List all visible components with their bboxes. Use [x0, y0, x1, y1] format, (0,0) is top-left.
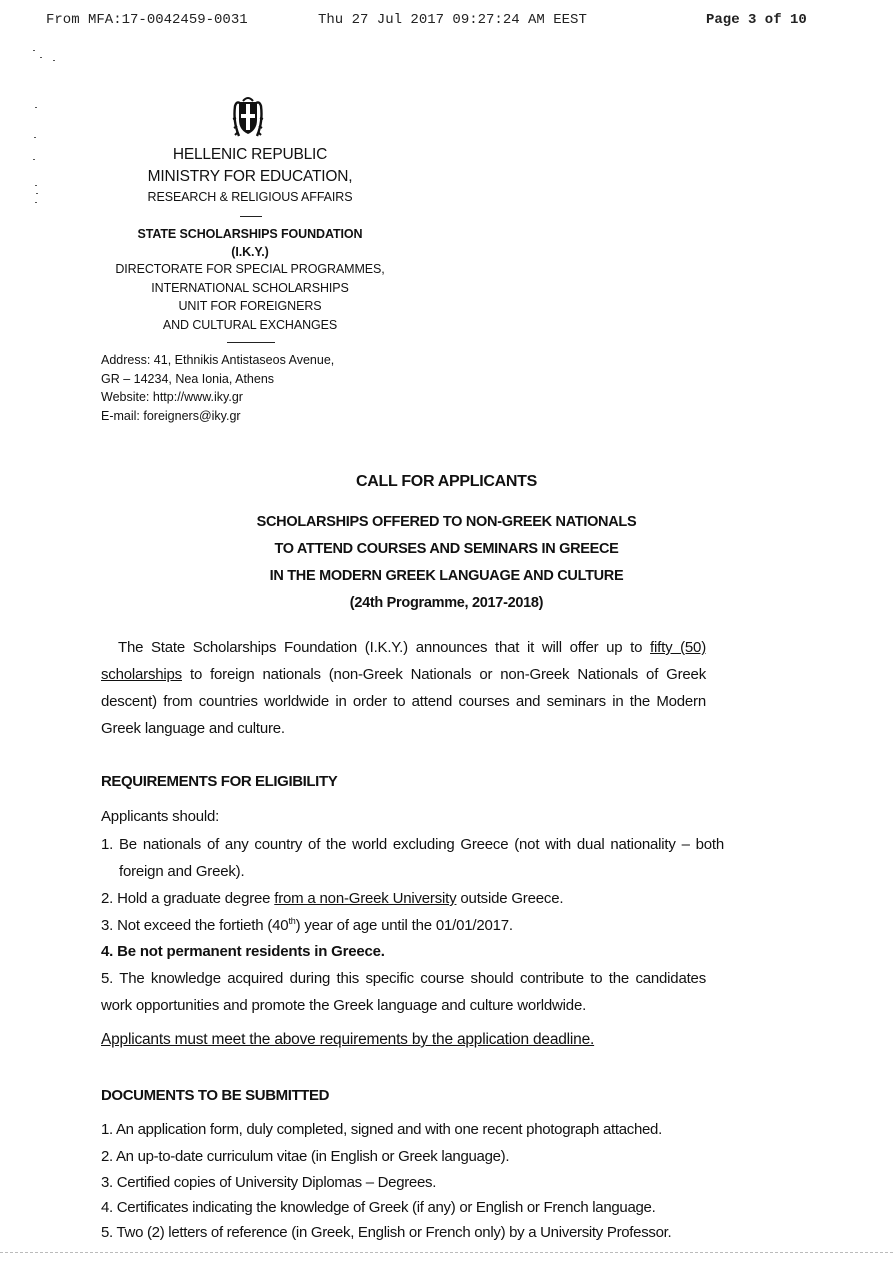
- divider: [227, 342, 275, 343]
- foundation-name: STATE SCHOLARSHIPS FOUNDATION: [137, 227, 363, 241]
- deadline-note: Applicants must meet the above requirements by the application deadline.: [101, 1031, 595, 1048]
- foundation-acronym: (I.K.Y.): [231, 245, 269, 259]
- requirement-item-1: 1. Be nationals of any country of the world excluding Greece (not with dual nationality – both foreign and Greek).: [101, 836, 724, 880]
- directorate-line1: DIRECTORATE FOR SPECIAL PROGRAMMES,: [115, 262, 385, 276]
- requirement-item-4: 4. Be not permanent residents in Greece.: [101, 943, 385, 960]
- address-line2: GR – 14234, Nea Ionia, Athens: [101, 372, 275, 386]
- requirements-heading: REQUIREMENTS FOR ELIGIBILITY: [101, 773, 338, 790]
- subtitle-line3: IN THE MODERN GREEK LANGUAGE AND CULTURE: [269, 568, 624, 584]
- directorate-line2: INTERNATIONAL SCHOLARSHIPS: [151, 281, 349, 295]
- requirements-list: [101, 808, 724, 1028]
- ministry-name-line2: RESEARCH & RELIGIOUS AFFAIRS: [147, 190, 353, 204]
- fax-page-number: Page 3 of 10: [706, 12, 807, 28]
- letterhead: [90, 0, 410, 360]
- fax-timestamp: Thu 27 Jul 2017 09:27:24 AM EEST: [318, 12, 587, 28]
- ordinal-suffix: th: [288, 916, 296, 926]
- country-name: HELLENIC REPUBLIC: [172, 146, 328, 163]
- subtitle-line4: (24th Programme, 2017-2018): [349, 595, 544, 611]
- requirement-item-3: [101, 916, 706, 934]
- requirement-item-2-end: outside Greece.: [456, 890, 564, 907]
- document-item: 1. An application form, duly completed, signed and with one recent photograph attached.: [101, 1121, 662, 1138]
- divider: [240, 216, 262, 217]
- subtitle-line1: SCHOLARSHIPS OFFERED TO NON-GREEK NATIONALS: [256, 514, 637, 530]
- intro-paragraph: [101, 634, 706, 742]
- requirements-lead: Applicants should:: [101, 808, 220, 825]
- intro-text-part2: to foreign nationals (non-Greek Nationals or non-Greek Nationals of Greek descent) from countries worldwide in order to attend courses and seminars in the Modern Greek language and culture.: [101, 666, 706, 737]
- requirement-item-5: 5. The knowledge acquired during this specific course should contribute to the candidates work opportunities and promote the Greek language and culture worldwide.: [101, 970, 706, 1014]
- subtitle-line2: TO ATTEND COURSES AND SEMINARS IN GREECE: [274, 541, 619, 557]
- email: E-mail: foreigners@iky.gr: [101, 409, 241, 423]
- document-item: 5. Two (2) letters of reference (in Greek, English or French only) by a University Professor.: [101, 1224, 672, 1241]
- requirement-item-2: [101, 890, 706, 907]
- requirement-item-2-emphasis: from a non-Greek University: [274, 890, 457, 907]
- document-item: 2. An up-to-date curriculum vitae (in English or Greek language).: [101, 1148, 510, 1165]
- fax-sender: From MFA:17-0042459-0031: [46, 12, 248, 28]
- requirement-item-2-text: 2. Hold a graduate degree: [101, 890, 275, 907]
- requirement-item-3-end: ) year of age until the 01/01/2017.: [295, 917, 513, 934]
- document-item: 3. Certified copies of University Diplomas – Degrees.: [101, 1174, 437, 1191]
- address-line1: Address: 41, Ethnikis Antistaseos Avenue,: [101, 353, 335, 367]
- scholarship-count: fifty (50) scholarships: [101, 639, 706, 683]
- documents-heading: DOCUMENTS TO BE SUBMITTED: [101, 1087, 330, 1104]
- requirement-item-3-text: 3. Not exceed the fortieth (40: [101, 917, 289, 934]
- call-title: CALL FOR APPLICANTS: [356, 473, 537, 490]
- intro-text-part1: The State Scholarships Foundation (I.K.Y.) announces that it will offer up to: [118, 639, 651, 656]
- documents-list: [101, 1121, 741, 1251]
- scan-edge-line: [0, 1252, 893, 1253]
- directorate-line3: UNIT FOR FOREIGNERS: [178, 299, 322, 313]
- website: Website: http://www.iky.gr: [101, 390, 243, 404]
- document-item: 4. Certificates indicating the knowledge of Greek (if any) or English or French language.: [101, 1199, 656, 1216]
- directorate-line4: AND CULTURAL EXCHANGES: [162, 318, 338, 332]
- ministry-name-line1: MINISTRY FOR EDUCATION,: [147, 168, 353, 185]
